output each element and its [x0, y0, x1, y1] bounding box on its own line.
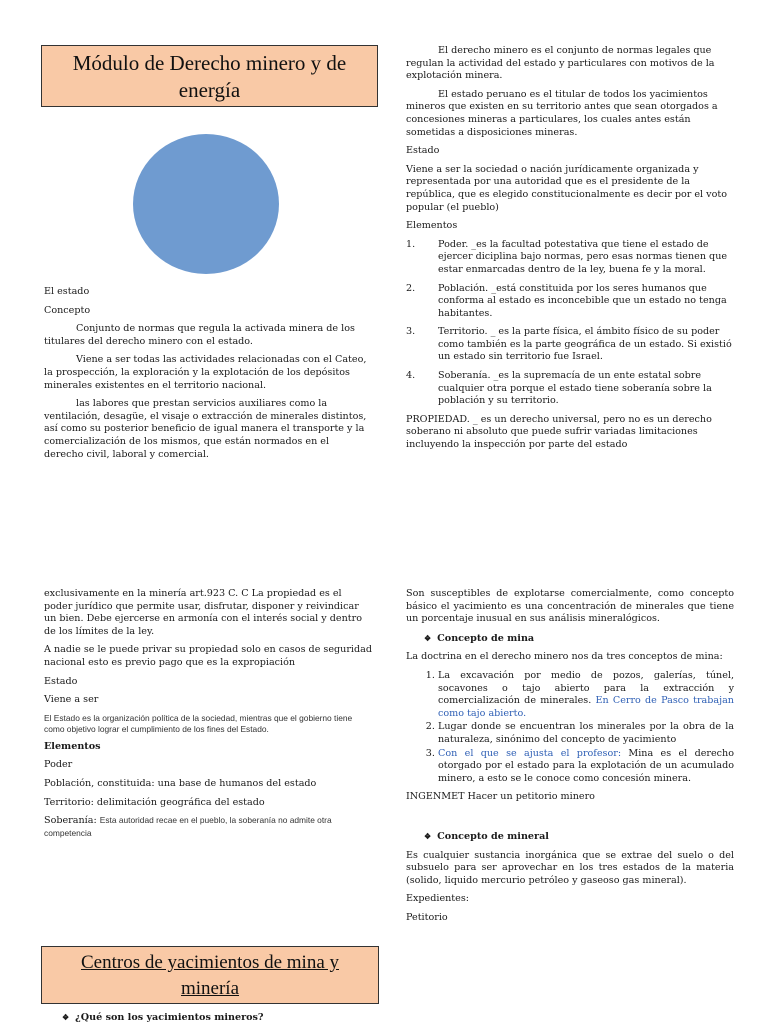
list-item-number: 3.: [406, 326, 416, 338]
paragraph-concepto: Conjunto de normas que regula la activada minera de los titulares del derecho minero con el estado.: [44, 323, 355, 347]
list-item-text: Soberanía. _es la supremacía de un ente estatal sobre cualquier otra porque el estado tiene soberanía sobre la población y su territorio.: [438, 370, 712, 407]
module-title-box: [41, 45, 378, 107]
diamond-bullet-icon: ❖: [424, 830, 432, 841]
list-item: [406, 370, 734, 408]
paragraph-actividades: Viene a ser todas las actividades relacionadas con el Cateo, la prospección, la exploración y la explotación de los depósitos minerales existentes en el territorio nacional.: [44, 354, 367, 391]
heading-el-estado: El estado: [44, 286, 90, 297]
bullet-text: ¿Qué son los yacimientos mineros?: [75, 1012, 264, 1023]
paragraph-ingenmet: INGENMET Hacer un petitorio minero: [406, 791, 595, 803]
paragraph-labores: las labores que prestan servicios auxiliares como la ventilación, desagüe, el visaje o extracción de minerales distintos, así como su posterior beneficio de igual manera el transporte y la comercialización de los mismos, que están normados en el derecho civil, laboral y comercial.: [44, 398, 367, 460]
list-item: [406, 283, 734, 321]
list-item-text: Población. _está constituida por los seres humanos que conforma al estado es inconcebible que un estado no tenga habitantes.: [438, 282, 727, 319]
paragraph-propiedad: PROPIEDAD. _ es un derecho universal, pero no es un derecho soberano ni absoluto que puede sufrir variadas limitaciones incluyendo la inspección por parte del estado: [406, 413, 712, 451]
yacimientos-title-box: [41, 946, 379, 1004]
list-item: [406, 326, 734, 364]
diamond-bullet-icon: ❖: [424, 632, 432, 643]
list-item-note: Con el que se ajusta el profesor:: [438, 747, 622, 759]
heading-elementos: Elementos: [406, 220, 458, 232]
heading-estado: Estado: [406, 145, 440, 157]
list-item-text: Poder. _es la facultad potestativa que tiene el estado de ejercer diciplina bajo normas, pero esas normas tienen que estar enmarcadas dentro de la ley, buena fe y la moral.: [438, 238, 728, 275]
heading-viene-a-ser: Viene a ser: [44, 694, 99, 706]
element-soberania: [44, 815, 372, 840]
paragraph-mineral-def: Es cualquier sustancia inorgánica que se extrae del suelo o del subsuelo para ser aprovechar en los tres estados de la materia (solido, liquido mercurio petróleo y gaseoso gas mineral).: [406, 849, 734, 886]
diamond-bullet-icon: ❖: [62, 1012, 70, 1022]
heading-estado-2: Estado: [44, 675, 78, 687]
list-item-number: 1.: [406, 238, 416, 250]
list-item: [438, 670, 734, 720]
right-top-column: [406, 45, 734, 458]
list-item-text: La excavación por medio de pozos, galerías, túnel, socavones o tajo abierto para la extracción y comercialización de minerales.: [438, 669, 734, 707]
heading-elementos-2: Elementos: [44, 740, 101, 752]
module-title-line2: energía: [178, 78, 241, 102]
paragraph-derecho-minero: El derecho minero es el conjunto de normas legales que regulan la actividad del estado y particulares con motivos de la explotación minera.: [406, 45, 715, 82]
paragraph-estado-def: Viene a ser la sociedad o nación jurídicamente organizada y representada por una autoridad que es el presidente de la república, que es elegido constitucionalmente es decir por el voto popular (el pueblo): [406, 163, 728, 213]
list-item-number: 4.: [406, 370, 416, 382]
yacimientos-title-line2: minería: [180, 978, 240, 999]
list-item-number: 2.: [406, 282, 416, 294]
module-title-line1: Módulo de Derecho minero y de: [72, 51, 347, 75]
paragraph-susceptibles: Son susceptibles de explotarse comercialmente, como concepto básico el yacimiento es una concentración de minerales que tiene un porcentaje inusual en sus análisis mineralógicos.: [406, 588, 734, 625]
decorative-circle: [133, 134, 279, 274]
element-poblacion: Población, constituida: una base de humanos del estado: [44, 777, 317, 789]
list-item: [438, 748, 734, 786]
heading-concepto-mina: [406, 632, 734, 646]
paragraph-doctrina: La doctrina en el derecho minero nos da tres conceptos de mina:: [406, 651, 723, 663]
right-bottom-column: [406, 588, 734, 930]
element-poder: Poder: [44, 759, 73, 771]
paragraph-petitorio: Petitorio: [406, 911, 448, 923]
heading-concepto-mineral: [406, 830, 734, 844]
paragraph-expedientes: Expedientes:: [406, 893, 469, 905]
paragraph-expropiacion: A nadie se le puede privar su propiedad solo en casos de seguridad nacional esto es previo pago que es la expropiación: [44, 644, 373, 668]
soberania-label: Soberanía:: [44, 815, 97, 827]
list-item-text: Lugar donde se encuentran los minerales por la obra de la naturaleza, sinónimo del concepto de yacimiento: [438, 721, 734, 745]
yacimientos-title-line1: Centros de yacimientos de mina y: [80, 952, 340, 973]
paragraph-estado-peruano: El estado peruano es el titular de todos los yacimientos mineros que existen en su territorio antes que sean otorgados a concesiones mineras a particulares, los cuales antes están sometidas a disposiciones mineras.: [406, 88, 718, 138]
heading-concepto-mineral-text: Concepto de mineral: [437, 830, 549, 842]
mina-concepts-list: [406, 670, 734, 785]
heading-concepto-mina-text: Concepto de mina: [437, 632, 535, 644]
list-item-text: Mina es el derecho otorgado por el estado para la explotación de un acumulado minero, a esto se le conoce como concesión minera.: [438, 747, 734, 784]
list-item-note: En Cerro de Pasco trabajan como tajo abierto.: [438, 695, 734, 719]
bullet-yacimientos-question: [62, 1011, 362, 1025]
soberania-text: Esta autoridad recae en el pueblo, la soberanía no admite otra competencia: [44, 815, 332, 838]
left-top-column: [44, 286, 368, 467]
list-item: [438, 721, 734, 746]
paragraph-propiedad-cont: exclusivamente en la minería art.923 C. C La propiedad es el poder jurídico que permite usar, disfrutar, disponer y reivindicar un bien. Debe ejercerse en armonía con el interés social y dentro de los límites de la ley.: [44, 588, 362, 637]
element-territorio: Territorio: delimitación geográfica del estado: [44, 796, 265, 808]
list-item: [406, 239, 734, 277]
heading-concepto: Concepto: [44, 304, 91, 316]
paragraph-estado-organizacion: El Estado es la organización política de la sociedad, mientras que el gobierno tiene como objetivo lograr el cumplimiento de los fines del Estado.: [44, 712, 353, 734]
list-item-text: Territorio. _ es la parte física, el ámbito físico de su poder como también es la parte geográfica de un estado. Si existió un estado sin territorio fue Israel.: [438, 326, 732, 363]
left-bottom-column: [44, 588, 372, 846]
